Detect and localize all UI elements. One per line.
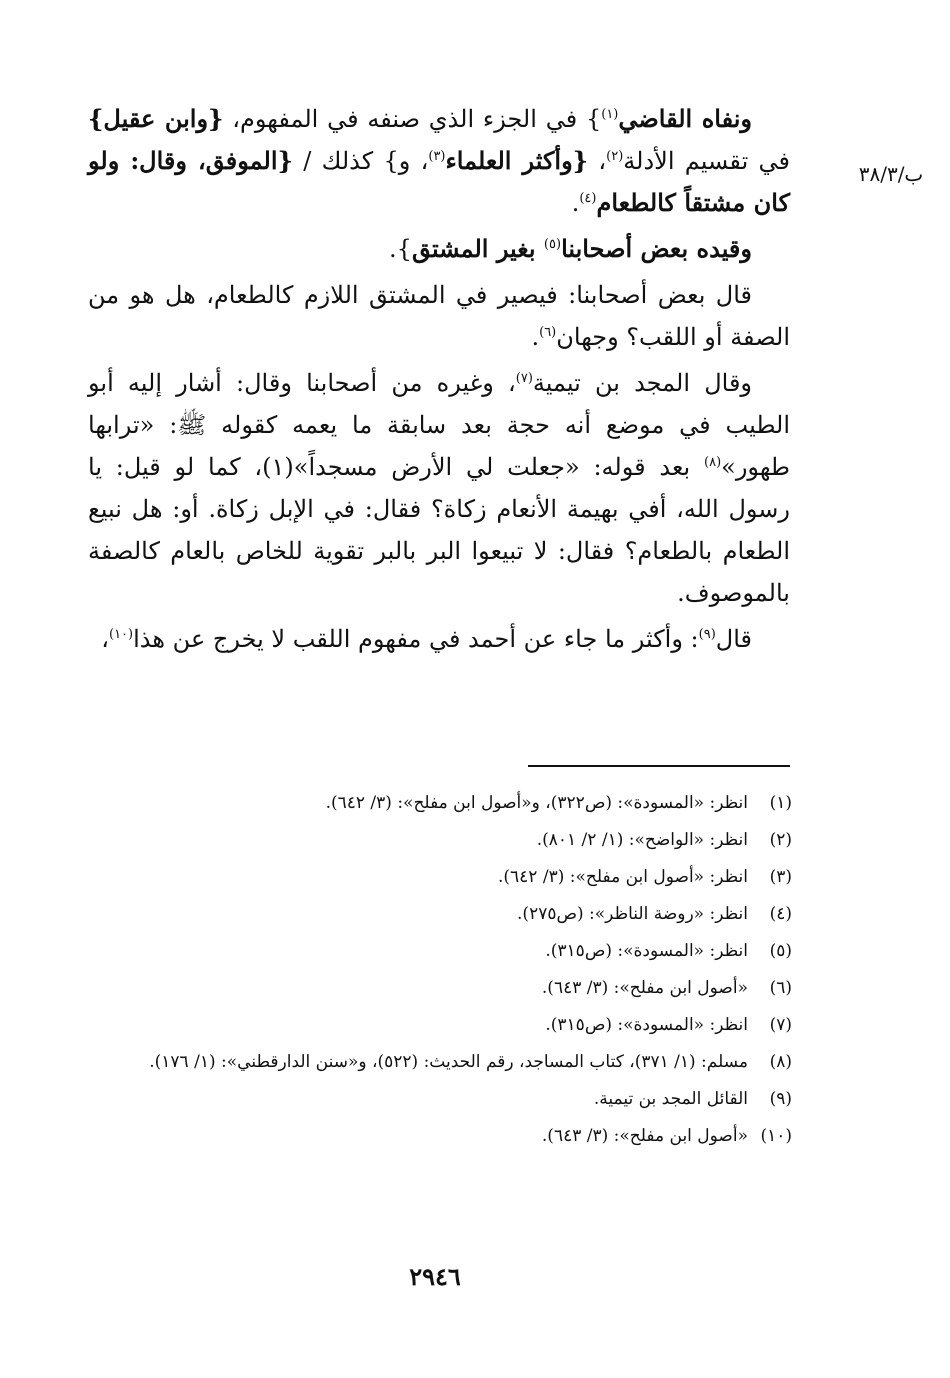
- footnote-number: (١): [769, 793, 792, 813]
- paragraph: [88, 98, 790, 224]
- paragraph: [88, 618, 790, 660]
- footnote-item: [84, 1047, 792, 1077]
- footnote-number: (٤): [769, 904, 792, 924]
- footnote-text: انظر: «المسودة»: (ص٣١٥).: [545, 941, 748, 961]
- footnote-item: [84, 936, 792, 966]
- bold-text-run: ونفاه القاضي: [618, 104, 752, 133]
- footnote-text: انظر: «المسودة»: (ص٣١٥).: [545, 1015, 748, 1035]
- footnote-number: (٣): [769, 867, 792, 887]
- footnote-marker: (١): [601, 107, 619, 122]
- footnote-text: «أصول ابن مفلح»: (٣/ ٦٤٣).: [541, 978, 748, 998]
- text-run: ، وغيره من أصحابنا وقال: أشار إليه أبو الطيب في موضع أنه حجة بعد سابقة ما يعمه كقوله ﷺ: «ترابها طهور»: [88, 369, 790, 481]
- text-run: .: [571, 189, 580, 217]
- page-number: ٢٩٤٦: [409, 1262, 461, 1291]
- text-run: : وأكثر ما جاء عن أحمد في مفهوم اللقب لا يخرج عن هذا: [133, 625, 699, 653]
- text-run: بعد قوله: «جعلت لي الأرض مسجداً»(١)، كما لو قيل: يا رسول الله، أفي بهيمة الأنعام زكاة؟ فقال: في الإبل زكاة. أو: هل نبيع الطعام بالطعام؟ فقال: لا تبيعوا البر بالبر تقوية للخاص بالعام كالصفة بالموصوف.: [88, 453, 790, 607]
- footnote-item: [84, 862, 792, 892]
- footnote-marker: (٤): [579, 191, 597, 206]
- footnote-number: (٩): [769, 1089, 792, 1109]
- footnote-item: [84, 825, 792, 855]
- footnote-text: مسلم: (١/ ٣٧١)، كتاب المساجد، رقم الحديث: (٥٢٢)، و«سنن الدارقطني»: (١/ ١٧٦).: [149, 1052, 748, 1072]
- footnote-marker: (٥): [543, 237, 562, 252]
- text-run: ،: [588, 147, 607, 175]
- footnotes: [84, 788, 792, 1158]
- footnote-item: [84, 899, 792, 929]
- footnote-text: «أصول ابن مفلح»: (٣/ ٦٤٣).: [541, 1126, 748, 1146]
- footnote-number: (٢): [769, 830, 792, 850]
- text-run: قال بعض أصحابنا: فيصير في المشتق اللازم كالطعام، هل هو من الصفة أو اللقب؟ وجهان: [88, 281, 790, 351]
- text-run: وقال المجد بن تيمية: [532, 369, 753, 397]
- footnote-text: انظر: «المسودة»: (ص٣٢٢)، و«أصول ابن مفلح»: (٣/ ٦٤٢).: [325, 793, 748, 813]
- bold-text-run: {وأكثر العلماء: [445, 146, 589, 175]
- paragraph: [88, 228, 790, 270]
- footnote-item: [84, 973, 792, 1003]
- text-run: }.: [389, 235, 412, 263]
- text-run: في تقسيم الأدلة: [623, 147, 791, 175]
- text-run: .: [531, 323, 540, 351]
- footnote-marker: (٣): [428, 149, 446, 164]
- bold-text-run: {وابن عقيل}: [88, 104, 224, 133]
- footnote-number: (١٠): [760, 1126, 792, 1146]
- text-run: ، و} كذلك /: [292, 147, 429, 175]
- text-run: ،: [101, 625, 109, 653]
- footnote-item: [84, 1084, 792, 1114]
- paragraph: [88, 274, 790, 358]
- margin-manuscript-reference: ب/٣٨/٣: [858, 162, 924, 186]
- footnote-marker: (٧): [515, 371, 533, 386]
- footnote-number: (٧): [769, 1015, 792, 1035]
- text-run: } في الجزء الذي صنفه في المفهوم،: [223, 105, 602, 133]
- footnote-number: (٥): [769, 941, 792, 961]
- footnote-item: [84, 1121, 792, 1151]
- main-text: [88, 98, 790, 664]
- footnote-text: انظر: «روضة الناظر»: (ص٢٧٥).: [517, 904, 748, 924]
- footnote-marker: (٨): [704, 455, 722, 470]
- footnote-number: (٦): [769, 978, 792, 998]
- footnote-text: القائل المجد بن تيمية.: [593, 1089, 748, 1109]
- footnote-text: انظر: «الواضح»: (١/ ٢/ ٨٠١).: [536, 830, 748, 850]
- footnote-marker: (١٠): [109, 627, 134, 642]
- text-run: قال: [715, 625, 752, 653]
- bold-text-run: بغير المشتق: [411, 234, 544, 263]
- footnote-number: (٨): [769, 1052, 792, 1072]
- footnote-text: انظر: «أصول ابن مفلح»: (٣/ ٦٤٢).: [497, 867, 748, 887]
- paragraph: [88, 362, 790, 614]
- footnote-marker: (٩): [698, 627, 716, 642]
- bold-text-run: وقيده بعض أصحابنا: [561, 234, 752, 263]
- footnote-marker: (٦): [539, 325, 557, 340]
- bold-text-run: {الموفق، وقال: ولو كان مشتقاً كالطعام: [88, 146, 790, 217]
- footnote-item: [84, 1010, 792, 1040]
- footnote-separator: [528, 765, 790, 767]
- footnote-item: [84, 788, 792, 818]
- footnote-marker: (٢): [606, 149, 624, 164]
